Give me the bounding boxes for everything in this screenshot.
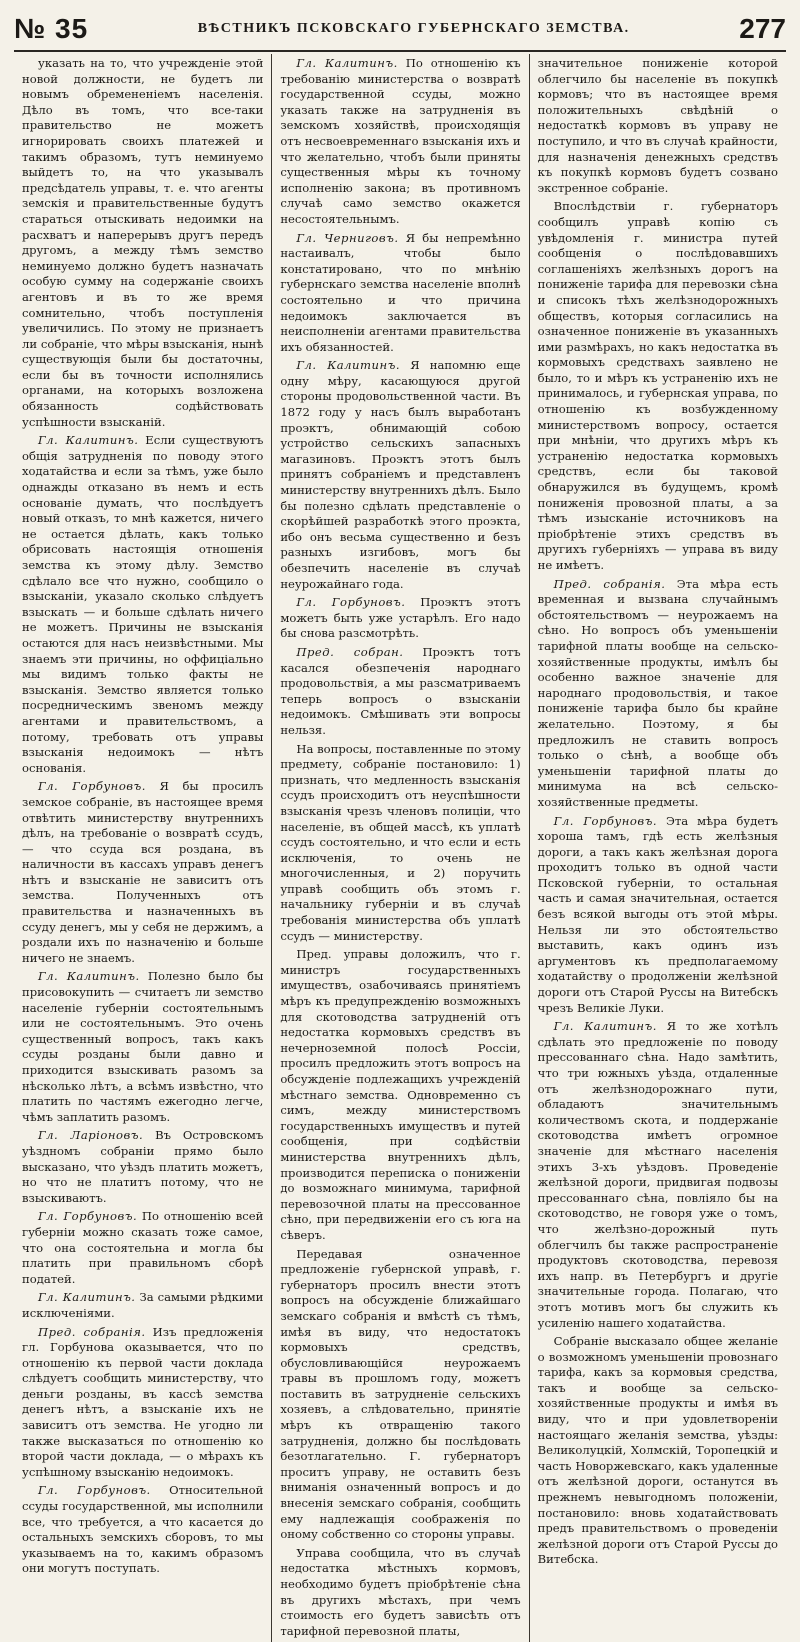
column-2: [271, 54, 528, 1642]
paragraph: [280, 947, 520, 1243]
paragraph: [538, 1019, 778, 1331]
speaker-label: Гл. Калитинъ.: [296, 56, 398, 70]
paragraph-text: Я напомню еще одну мѣру, касающуюся другой стороны продовольственной части. Въ 1872 году у насъ былъ выработанъ проэктъ, обнимающій собою устройство сельскихъ запасныхъ магазиновъ. Проэктъ этотъ былъ принятъ собраніемъ и представленъ министерству внутреннихъ дѣлъ. Было бы полезно сдѣлать представленіе о скорѣйшей разработкѣ этого проэкта, ибо онъ весьма существенно и безъ разныхъ изгибовъ, могъ бы обезпечить населеніе въ случаѣ неурожайнаго года.: [280, 358, 521, 591]
paragraph: [280, 56, 520, 228]
paragraph: [22, 1128, 263, 1206]
paragraph-text: Изъ предложенія гл. Горбунова оказывается, что по отношенію къ первой части доклада слѣдуетъ сообщить министерству, что деньги розданы, въ кассѣ земства денегъ нѣтъ, а взысканіе ихъ не зависитъ отъ земства. Не угодно ли также высказаться по отношенію ко второй части доклада, — о мѣрахъ къ успѣшному взысканію недоимокъ.: [22, 1324, 264, 1479]
paragraph: [280, 358, 520, 592]
paragraph: [538, 814, 778, 1017]
paragraph: [538, 56, 778, 196]
paragraph: [538, 199, 778, 573]
speaker-label: Пред. собран.: [296, 644, 404, 659]
paragraph-text: Управа сообщила, что въ случаѣ недостатка мѣстныхъ кормовъ, необходимо будетъ пріобрѣтеніе сѣна въ другихъ мѣстахъ, при чемъ стоимость его будетъ зависѣть отъ тарифной перевозной платы,: [280, 1545, 521, 1638]
paragraph-text: По отношенію всей губерніи можно сказать тоже самое, что она состоятельна и могла бы платить при правильномъ сборѣ податей.: [22, 1209, 264, 1286]
page-number: 277: [739, 13, 786, 44]
speaker-label: Гл. Калитинъ.: [553, 1019, 657, 1034]
text-columns: [14, 54, 786, 1638]
paragraph: [280, 742, 520, 945]
paragraph-text: Эта мѣра будетъ хороша тамъ, гдѣ есть желѣзныя дороги, а такъ какъ желѣзная дорога проходитъ только въ одной части Псковской губерніи, то остальная часть и самая значительная, остается безъ всякой выгоды отъ этой мѣры. Нельзя ли это обстоятельство выставить, какъ одинъ изъ аргументовъ къ предполагаемому ходатайству о продолженіи желѣзной дороги отъ Старой Руссы на Витебскъ чрезъ Великіе Луки.: [537, 813, 778, 1015]
paragraph-text: Эта мѣра есть временная и вызвана случайнымъ обстоятельствомъ — неурожаемъ на сѣно. Но вопросъ объ уменьшеніи тарифной платы вообще на сельско-хозяйственные продукты, имѣлъ бы особенно важное значеніе для народнаго продовольствія, и такое пониженіе тарифа было бы крайне желательно. Поэтому, я бы предложилъ не ставить вопросъ только о сѣнѣ, а вообще объ уменьшеніи тарифной платы до минимума на всѣ сельско-хозяйственные предметы.: [537, 576, 779, 809]
column-3: [529, 54, 786, 1642]
paragraph-text: Въ Островскомъ уѣздномъ собраніи прямо было высказано, что уѣздъ платить можетъ, но что не платитъ потому, что не взыскиваютъ.: [22, 1128, 264, 1205]
speaker-label: Гл. Калитинъ.: [296, 358, 401, 373]
paragraph: [22, 433, 263, 776]
paragraph-text: Собраніе высказало общее желаніе о возможномъ уменьшеніи провознаго тарифа, какъ за кормовыя средства, такъ и вообще за сельско-хозяйственные продукты и имѣя въ виду, что и при удовлетвореніи настоящаго желанія земства, уѣзды: Великолуцкій, Холмскій, Торопецкій и часть Новоржевскаго, какъ удаленные отъ желѣзной дороги, останутся въ прежнемъ невыгодномъ положеніи, постановило: вновь ходатайствовать предъ правительствомъ о проведеніи желѣзной дороги отъ Старой Руссы до Витебска.: [537, 1334, 778, 1567]
paragraph-text: указать на то, что учрежденіе этой новой должности, не будетъ ли новымъ обремененіемъ населенія. Дѣло въ томъ, что все-таки правительство не можетъ игнорировать своихъ платежей и такимъ образомъ, тутъ неминуемо выйдетъ то, на что указывалъ предсѣдатель управы, т. е. что агенты земскія и правительственные будутъ стараться отыскивать недоимки на расхватъ и наперерывъ другъ передъ другомъ, а между тѣмъ земство неминуемо должно будетъ назначать особую сумму на содержаніе своихъ агентовъ и въ то же время сомнительно, чтобъ поступленія увеличились. По этому не признаетъ ли собраніе, что мѣры взысканія, нынѣ существующія были бы достаточны, если бы въ точности исполнялись органами, на которыхъ возложена обязанность содѣйствовать успѣшности взысканій.: [22, 56, 264, 429]
speaker-label: Гл. Горбуновъ.: [38, 1209, 138, 1224]
speaker-label: Пред. собранія.: [38, 1324, 146, 1339]
paragraph: [22, 969, 263, 1125]
paragraph-text: Относительной ссуды государственной, мы исполнили все, что требуется, а что касается до остальныхъ земскихъ сборовъ, то мы указываемъ на то, какимъ образомъ они могутъ поступать.: [22, 1483, 264, 1576]
paragraph: [280, 595, 520, 642]
paragraph: [280, 231, 520, 356]
paragraph: [538, 577, 778, 811]
paragraph: [280, 645, 520, 739]
paragraph-text: За самыми рѣдкими исключеніями.: [22, 1290, 264, 1320]
speaker-label: Гл. Ларіоновъ.: [38, 1128, 144, 1143]
paragraph-text: Проэктъ тотъ касался обезпеченія народнаго продовольствія, а мы разсматриваемъ теперь вопросъ о взысканіи недоимокъ. Смѣшивать эти вопросы нельзя.: [280, 644, 521, 737]
paragraph: [538, 1334, 778, 1568]
paragraph-text: По отношенію къ требованію министерства о возвратѣ государственной ссуды, можно указать также на затрудненія въ земскомъ хозяйствѣ, происходящія отъ несвоевременнаго взысканія ихъ и что желательно, чтобъ были приняты существенныя мѣры къ точному исполненію закона; въ противномъ случаѣ само земство окажется несостоятельнымъ.: [280, 56, 521, 226]
issue-number: № 35: [14, 13, 89, 44]
speaker-label: Гл. Горбуновъ.: [553, 813, 658, 828]
paragraph: [22, 1290, 263, 1321]
paragraph: [22, 1483, 263, 1577]
paragraph-text: Пред. управы доложилъ, что г. министръ государственныхъ имуществъ, озабочиваясь принятіемъ мѣръ къ предупрежденію возможныхъ для скотоводства затрудненій отъ недостатка кормовыхъ средствъ въ нечерноземной полосѣ Россіи, просилъ предложить этотъ вопросъ на обсужденіе подлежащихъ учрежденій мѣстнаго земства. Одновременно съ симъ, между министерствомъ государственныхъ имуществъ и путей сообщенія, при содѣйствіи министерства внутреннихъ дѣлъ, производится переписка о пониженіи до возможнаго минимума, тарифной перевозочной платы на прессованное сѣно, при передвиженіи его съ юга на сѣверъ.: [280, 947, 521, 1242]
paragraph: [22, 1209, 263, 1287]
paragraph-text: Впослѣдствіи г. губернаторъ сообщилъ управѣ копію съ увѣдомленія г. министра путей сообщенія о послѣдовавшихъ соглашеніяхъ желѣзныхъ дорогъ на пониженіе тарифа для перевозки сѣна и списокъ тѣхъ желѣзнодорожныхъ обществъ, которыя согласились на означенное пониженіе въ указанныхъ ими размѣрахъ, но какъ недостатка въ кормовыхъ средствахъ заявлено не было, то и мѣръ къ устраненію ихъ не принималось, и губернская управа, по отношенію къ возбужденному министерствомъ вопросу, остается при мнѣніи, что другихъ мѣръ къ устраненію недостатка кормовыхъ средствъ, если бы таковой обнаружился въ будущемъ, кромѣ пониженія провозной платы, а за тѣмъ изысканіе источниковъ на пріобрѣтеніе этихъ средствъ въ другихъ губерніяхъ — управа въ виду не имѣетъ.: [537, 199, 778, 572]
page-header: [14, 8, 786, 52]
speaker-label: Гл. Горбуновъ.: [38, 779, 146, 794]
column-1: [14, 54, 271, 1642]
paragraph-text: Проэктъ этотъ можетъ быть уже устарѣлъ. Его надо бы снова разсмотрѣть.: [280, 595, 521, 641]
speaker-label: Пред. собранія.: [553, 576, 666, 591]
paragraph: [22, 56, 263, 430]
paragraph: [280, 1247, 520, 1543]
paragraph: [22, 779, 263, 966]
paragraph-text: На вопросы, поставленные по этому предмету, собраніе постановило: 1) признать, что медленность взысканія ссудъ происходитъ отъ неуспѣшности взысканія чрезъ членовъ полиціи, что населеніе, въ общей массѣ, къ уплатѣ ссудъ состоятельно, и что если и есть исключенія, то очень не многочисленныя, и 2) поручить управѣ сообщить объ этомъ г. начальнику губерніи и въ случаѣ требованія министерства объ уплатѣ ссудъ — министерству.: [280, 741, 521, 943]
paragraph-text: Я бы просилъ земское собраніе, въ настоящее время отвѣтить министерству внутреннихъ дѣлъ, на требованіе о возвратѣ ссудъ, — что ссуда вся роздана, въ наличности въ кассахъ управъ денегъ нѣтъ и взысканіе не зависитъ отъ земства. Полученныхъ отъ правительства и назначенныхъ въ ссуду денегъ, мы у себя не держимъ, а роздали ихъ по назначенію и больше ничего не знаемъ.: [22, 779, 264, 965]
journal-title: ВѢСТНИКЪ ПСКОВСКАГО ГУБЕРНСКАГО ЗЕМСТВА.: [197, 21, 630, 36]
paragraph-text: значительное пониженіе которой облегчило бы населеніе въ покупкѣ кормовъ; что въ настоящее время положительныхъ свѣдѣній о недостаткѣ кормовъ въ управу не поступило, и что въ случаѣ крайности, для назначенія денежныхъ средствъ къ покупкѣ кормовъ будетъ созвано экстренное собраніе.: [537, 56, 778, 195]
speaker-label: Гл. Горбуновъ.: [38, 1483, 151, 1498]
speaker-label: Гл. Черниговъ.: [296, 230, 399, 245]
paragraph-text: Полезно было бы присовокупить — считаетъ ли земство населеніе губерніи состоятельнымъ или не состоятельнымъ. Это очень существенный вопросъ, такъ какъ ссуды розданы были давно и приходится взыскивать разомъ за нѣсколько лѣтъ, а всѣмъ извѣстно, что платить по частямъ ежегодно легче, чѣмъ заплатить разомъ.: [22, 969, 264, 1124]
speaker-label: Гл. Горбуновъ.: [296, 595, 406, 610]
paragraph: [22, 1325, 263, 1481]
paragraph-text: Я бы непремѣнно настаивалъ, чтобы было констатировано, что по мнѣнію губернскаго земства населеніе вполнѣ состоятельно и что причина недоимокъ заключается въ неисполненіи агентами правительства ихъ обязанностей.: [280, 230, 521, 354]
speaker-label: Гл. Калитинъ.: [38, 969, 140, 984]
paragraph-text: Если существуютъ общія затрудненія по поводу этого ходатайства и если за тѣмъ, уже было однажды отказано въ немъ и есть основаніе думать, что послѣдуетъ новый отказъ, то мнѣ кажется, ничего не остается дѣлать, какъ только обрисовать настоящія отношенія земства къ этому дѣлу. Земство сдѣлало все что нужно, сообщило о взысканіи, указало сколько слѣдуетъ взыскать — и больше сдѣлать ничего не можетъ. Причины не взысканія остаются для насъ неизвѣстными. Мы знаемъ эти причины, но оффиціально мы видимъ только факты не взысканія. Земство является только посредническимъ звеномъ между агентами и правительствомъ, а потому, требовать отъ управы взысканія недоимокъ — нѣтъ основанія.: [22, 433, 264, 775]
paragraph-text: Я то же хотѣлъ сдѣлать это предложеніе по поводу прессованнаго сѣна. Надо замѣтить, что три южныхъ уѣзда, отдаленные отъ желѣзнодорожнаго пути, обладаютъ значительнымъ количествомъ скота, и поддержаніе скотоводства имѣетъ огромное значеніе для мѣстнаго населенія этихъ 3-хъ уѣздовъ. Проведеніе желѣзной дороги, придвигая подвозы прессованнаго сѣна, повліяло бы на скотоводство, не говоря уже о томъ, что желѣзно-дорожный путь облегчилъ бы также распространеніе продуктовъ скотоводства, перевозя ихъ напр. въ Петербургъ и другіе значительные города. Полагаю, что этотъ мотивъ могъ бы служить къ усиленію нашего ходатайства.: [537, 1019, 778, 1330]
speaker-label: Гл. Калитинъ.: [38, 1290, 136, 1305]
paragraph-text: Передавая означенное предложеніе губернской управѣ, г. губернаторъ просилъ внести этотъ вопросъ на обсужденіе ближайшаго земскаго собранія и вмѣстѣ съ тѣмъ, имѣя въ виду, что недостатокъ кормовыхъ средствъ, обусловливающійся неурожаемъ травы въ прошломъ году, можетъ поставить въ затрудненіе сельскихъ хозяевъ, а слѣдовательно, принятіе мѣръ къ отвращенію такого затрудненія, должно бы послѣдовать безотлагательно. Г. губернаторъ проситъ управу, не оставить безъ вниманія означенный вопросъ и до внесенія земскаго собранія, сообщить ему надлежащія соображенія по оному собственно со стороны управы.: [280, 1246, 521, 1542]
paragraph: [280, 1546, 520, 1640]
speaker-label: Гл. Калитинъ.: [38, 433, 139, 448]
